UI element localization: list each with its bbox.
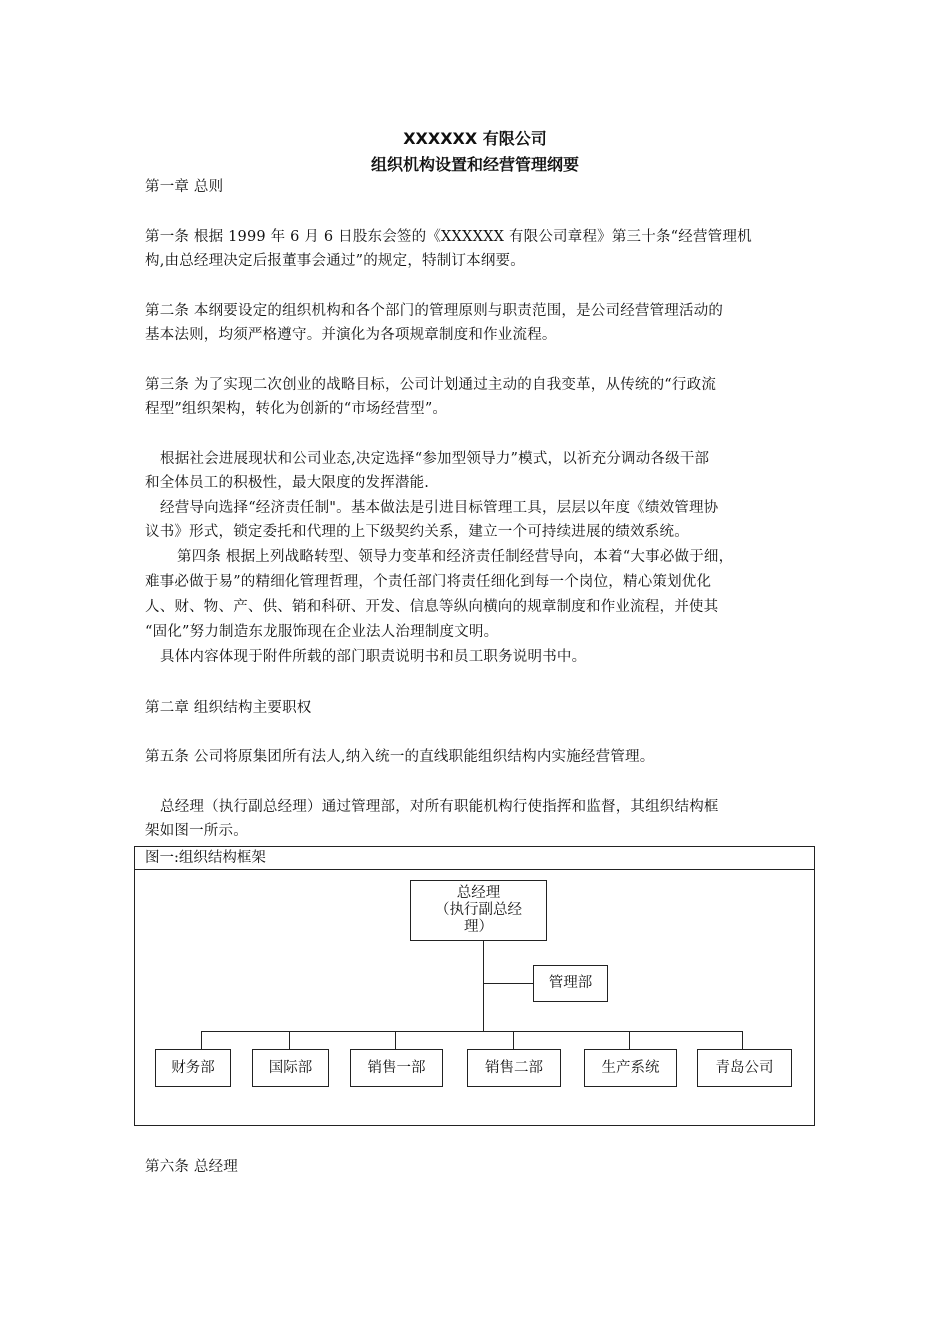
chapter-1-heading: 第一章 总则 — [145, 179, 224, 195]
paragraph-3: 具体内容体现于附件所载的部门职责说明书和员工职务说明书中。 — [160, 649, 587, 665]
article-6-heading: 第六条 总经理 — [145, 1159, 239, 1175]
article-4-line-2: 难事必做于易”的精细化管理哲理，个责任部门将责任细化到每一个岗位，精心策划优化 — [145, 574, 712, 590]
company-title: XXXXXX 有限公司 — [403, 129, 547, 148]
article-2-line-2: 基本法则，均须严格遵守。并演化为各项规章制度和作业流程。 — [145, 327, 557, 343]
management-dept-box: 管理部 — [533, 965, 608, 1002]
dept-drop-6 — [742, 1031, 743, 1049]
chapter-2-heading: 第二章 组织结构主要职权 — [145, 700, 312, 716]
department-bus-line — [201, 1031, 742, 1032]
dept-drop-3 — [395, 1031, 396, 1049]
article-4-line-1: 第四条 根据上列战略转型、领导力变革和经济责任制经营导向，本着“大事必做于细， — [177, 549, 734, 565]
dept-box-finance: 财务部 — [155, 1049, 231, 1087]
figure-caption: 图一:组织结构框架 — [134, 846, 815, 870]
article-5: 第五条 公司将原集团所有法人,纳入统一的直线职能组织结构内实施经营管理。 — [145, 749, 655, 765]
gm-vertical-connector — [483, 940, 484, 1032]
article-4-line-4: “固化”努力制造东龙服饰现在企业法人治理制度文明。 — [145, 624, 499, 640]
dept-box-sales-2: 销售二部 — [467, 1049, 561, 1087]
article-4-line-3: 人、财、物、产、供、销和科研、开发、信息等纵向横向的规章制度和作业流程，并使其 — [145, 599, 719, 615]
paragraph-2-line-2: 议书》形式，锁定委托和代理的上下级契约关系，建立一个可持续进展的绩效系统。 — [145, 524, 689, 540]
dept-drop-1 — [201, 1031, 202, 1049]
dept-box-international: 国际部 — [252, 1049, 329, 1087]
mgmt-connector — [483, 983, 533, 984]
paragraph-1-line-1: 根据社会进展现状和公司业态,决定选择“参加型领导力”模式，以祈充分调动各级干部 — [160, 451, 710, 467]
gm-label-line-1: 总经理 — [456, 885, 501, 901]
general-manager-box — [410, 880, 547, 941]
dept-box-sales-1: 销售一部 — [350, 1049, 443, 1087]
dept-drop-2 — [289, 1031, 290, 1049]
gm-label-line-2: （执行副总经 — [435, 902, 522, 918]
article-3-line-1: 第三条 为了实现二次创业的战略目标，公司计划通过主动的自我变革，从传统的“行政流 — [145, 377, 717, 393]
article-1-line-1: 第一条 根据 1999 年 6 月 6 日股东会签的《XXXXXX 有限公司章程》第三十条“经营管理机 — [145, 229, 752, 245]
article-2-line-1: 第二条 本纲要设定的组织机构和各个部门的管理原则与职责范围，是公司经营管理活动的 — [145, 303, 724, 319]
dept-box-qingdao: 青岛公司 — [697, 1049, 792, 1087]
dept-drop-4 — [513, 1031, 514, 1049]
dept-box-production: 生产系统 — [584, 1049, 677, 1087]
dept-drop-5 — [629, 1031, 630, 1049]
article-3-line-2: 程型”组织架构，转化为创新的“市场经营型”。 — [145, 401, 448, 417]
gm-label-line-3: 理） — [464, 919, 493, 935]
paragraph-4-line-2: 架如图一所示。 — [145, 823, 248, 839]
article-1-line-2: 构,由总经理决定后报董事会通过”的规定，特制订本纲要。 — [145, 253, 525, 269]
paragraph-4-line-1: 总经理（执行副总经理）通过管理部，对所有职能机构行使指挥和监督，其组织结构框 — [160, 799, 719, 815]
document-title: 组织机构设置和经营管理纲要 — [370, 155, 579, 174]
paragraph-2-line-1: 经营导向选择“经济责任制"。基本做法是引进目标管理工具，层层以年度《绩效管理协 — [160, 500, 719, 516]
paragraph-1-line-2: 和全体员工的积极性，最大限度的发挥潜能. — [145, 475, 430, 491]
